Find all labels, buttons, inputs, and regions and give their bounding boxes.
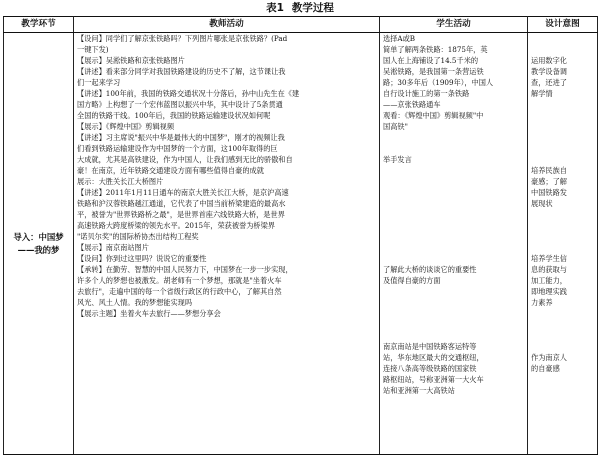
student-activity-line: 站和亚洲第一大高铁站 (383, 386, 455, 395)
teacher-activity-line: 【展示主题】坐着火车去旅行——梦想分享会 (77, 309, 221, 318)
spacer (531, 308, 594, 319)
design-intent-line: 加工能力， (531, 276, 567, 285)
spacer (531, 330, 594, 341)
spacer (531, 44, 594, 55)
design-intent-line: 解学情 (531, 89, 553, 98)
student-activity-line: 路；30多年后（1909年），中国人 (383, 78, 494, 87)
design-intent-line: 力素养 (531, 298, 553, 307)
header-student: 学生活动 (380, 17, 528, 33)
teacher-activity-line: 大成就，尤其是高铁建设，作为中国人，让我们感到无比的骄傲和自 (77, 155, 293, 164)
spacer (531, 110, 594, 121)
spacer (383, 242, 524, 253)
spacer (531, 132, 594, 143)
design-intent-line: 运用数字化 (531, 56, 567, 65)
caption-number: 表1 (266, 2, 284, 14)
spacer (383, 176, 524, 187)
teaching-process-table (3, 16, 598, 455)
spacer (531, 341, 594, 352)
student-activity-line: 南京南站是中国铁路客运特等 (383, 342, 477, 351)
spacer (383, 231, 524, 242)
header-stage: 教学环节 (4, 17, 74, 33)
teacher-activity-line: 【展示】南京南站图片 (77, 243, 149, 252)
design-intent-line: 的自豪感 (531, 364, 560, 373)
spacer (531, 231, 594, 242)
teacher-activity-line: 【承转】在勤劳、智慧的中国人民努力下，中国梦在一步一步实现， (77, 265, 293, 274)
teacher-activity-line: 【讲述】习主席说"振兴中华是最伟大的中国梦"，刚才的视频让我 (77, 133, 285, 142)
spacer (383, 297, 524, 308)
stage-cell (4, 33, 74, 455)
spacer (531, 319, 594, 330)
teacher-activity-line: 【讲述】100年前，我国的铁路交通状况十分落后，孙中山先生在《建 (77, 89, 300, 98)
teacher-activity-line: 平，被誉为"世界铁路桥之最"，是世界首座六线铁路大桥，是世界 (77, 210, 285, 219)
header-row (4, 17, 598, 33)
teacher-activity-line: 们看到铁路运输建设作为中国梦的一个方面，这100年取得的巨 (77, 144, 278, 153)
spacer (383, 253, 524, 264)
caption-title: 教学过程 (291, 2, 334, 14)
teacher-activity-line: 【展示】吴淞铁路和京张铁路图片 (77, 56, 185, 65)
student-activity-line: 站，华东地区最大的交通枢纽， (383, 353, 484, 362)
spacer (531, 242, 594, 253)
teacher-activity-line: 风光、风土人情。我的梦想能实现吗 (77, 298, 193, 307)
teacher-activity-line: 【讲述】2011年1月11日通车的南京大胜关长江大桥，是京沪高速 (77, 188, 289, 197)
spacer (383, 209, 524, 220)
spacer (383, 319, 524, 330)
spacer (531, 154, 594, 165)
student-activity-line: 及值得自豪的方面 (383, 276, 441, 285)
teacher-activity-line: 全国的铁路干线。100年后，我国的铁路运输建设状况如何呢 (77, 111, 271, 120)
teacher-activity-line: 展示：大胜关长江大桥图片 (77, 177, 164, 186)
design-intent-line: 即地理实践 (531, 287, 567, 296)
student-activity-line: 选择A或B (383, 34, 416, 43)
student-activity-line: ——京张铁路通车 (383, 100, 441, 109)
spacer (383, 165, 524, 176)
design-intent-line: 培养民族自 (531, 166, 567, 175)
student-activity-line: 吴淞铁路，是我国第一条营运铁 (383, 67, 484, 76)
teacher-activity-line: 国方略》上构想了一个宏伟蓝图以振兴中华，其中设计了5条贯通 (77, 100, 283, 109)
design-intent-cell (528, 33, 598, 455)
teacher-activity-line: 铁路和沪汉蓉铁路越江通道，它代表了中国当前桥梁建造的最高水 (77, 199, 286, 208)
design-intent-line: 息的获取与 (531, 265, 567, 274)
spacer (531, 121, 594, 132)
spacer (383, 286, 524, 297)
spacer (531, 209, 594, 220)
teacher-activity-line: 【讲述】看来部分同学对我国铁路建设的历史不了解，这节课让我 (77, 67, 286, 76)
student-activity-cell (380, 33, 528, 455)
spacer (531, 143, 594, 154)
student-activity-line: 举手发言 (383, 155, 412, 164)
design-intent-line: 教学设备调 (531, 67, 567, 76)
design-intent-line: 中国铁路发 (531, 188, 567, 197)
spacer (531, 220, 594, 231)
spacer (383, 198, 524, 209)
stage-line: ——我的梦 (17, 244, 60, 255)
teacher-activity-line: "诺贝尔奖"的国际桥协杰出结构工程奖 (77, 232, 199, 241)
teacher-activity-cell (74, 33, 380, 455)
table-caption (0, 0, 600, 16)
design-intent-line: 查，还进了 (531, 78, 567, 87)
student-activity-line: 国高铁" (383, 122, 408, 131)
design-intent-line: 作为南京人 (531, 353, 567, 362)
teacher-activity-line: 们一起来学习 (77, 78, 121, 87)
design-intent-line: 展现状 (531, 199, 553, 208)
spacer (383, 132, 524, 143)
spacer (383, 330, 524, 341)
header-teacher: 教师活动 (74, 17, 380, 33)
spacer (383, 220, 524, 231)
student-activity-line: 国人在上海铺设了14.5千米的 (383, 56, 479, 65)
teacher-activity-line: 【展示】《辉煌中国》剪辑视频 (77, 122, 175, 131)
student-activity-line: 了解此大桥的谈谈它的重要性 (383, 265, 477, 274)
student-activity-line: 路枢纽站，号称亚洲第一大火车 (383, 375, 484, 384)
student-activity-line: 简单了解两条铁路：1875年，英 (383, 45, 488, 54)
spacer (531, 33, 594, 44)
student-activity-line: 观看：《辉煌中国》剪辑视频"中 (383, 111, 484, 120)
teacher-activity-line: 去旅行"，走遍中国的每一个省级行政区的行政中心，了解其自然 (77, 287, 282, 296)
teacher-activity-line: 一键下发) (77, 45, 109, 54)
teacher-activity-line: 许多个人的梦想也被激发。胡老师有一个梦想，那就是"坐着火车 (77, 276, 282, 285)
teacher-activity-line: 【设问】你到过这里吗？说说它的重要性 (77, 254, 207, 263)
student-activity-line: 连接八条高等级铁路的国家铁 (383, 364, 477, 373)
spacer (383, 308, 524, 319)
header-intent: 设计意图 (528, 17, 598, 33)
student-activity-line: 自行设计施工的第一条铁路 (383, 89, 470, 98)
design-intent-line: 豪感；了解 (531, 177, 567, 186)
stage-line: 导入：中国梦 (13, 231, 64, 242)
table-row (4, 33, 598, 455)
spacer (383, 187, 524, 198)
spacer (531, 99, 594, 110)
teacher-activity-line: 高速铁路大跨度桥梁的领先水平。2015年，荣获被誉为桥梁界 (77, 221, 275, 230)
teacher-activity-line: 【设问】同学们了解京张铁路吗？下列图片哪张是京张铁路？(Pad (77, 34, 288, 43)
spacer (383, 143, 524, 154)
design-intent-line: 培养学生信 (531, 254, 567, 263)
teacher-activity-line: 豪！在南京，近年铁路交通建设方面有哪些值得自豪的成就 (77, 166, 264, 175)
